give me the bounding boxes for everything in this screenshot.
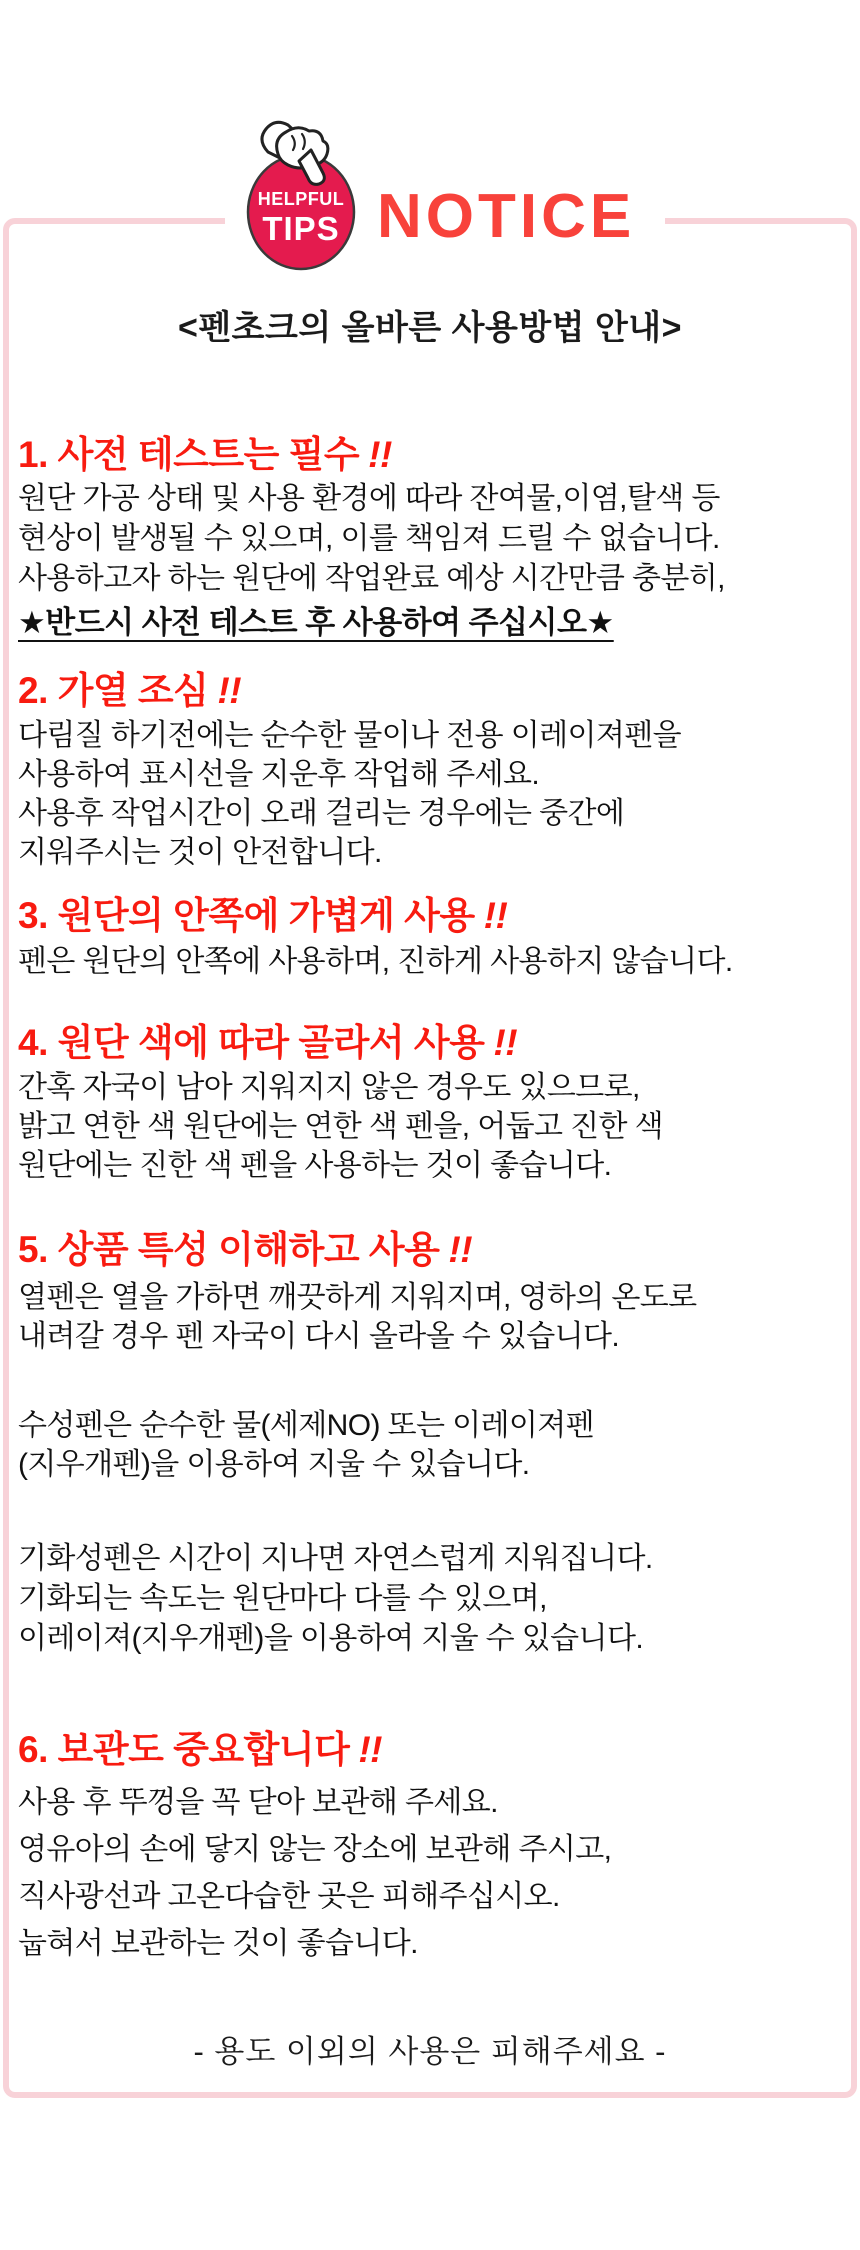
section-4-heading-text: 4. 원단 색에 따라 골라서 사용 xyxy=(18,1022,485,1063)
section-5 xyxy=(0,1230,860,1270)
exclamation-marks: !! xyxy=(448,1229,473,1270)
body-line: 밝고 연한 색 원단에는 연한 색 펜을, 어둡고 진한 색 xyxy=(18,1110,663,1143)
section-2-body xyxy=(0,716,860,872)
page-title: <펜초크의 올바른 사용방법 안내> xyxy=(177,309,683,347)
section-5-heading-text: 5. 상품 특성 이해하고 사용 xyxy=(18,1229,440,1270)
body-line: 기화성펜은 시간이 지나면 자연스럽게 지워집니다. xyxy=(18,1542,653,1575)
body-line: 내려갈 경우 펜 자국이 다시 올라올 수 있습니다. xyxy=(18,1320,620,1353)
body-line: 사용하여 표시선을 지운후 작업해 주세요. xyxy=(18,758,540,791)
section-6-heading xyxy=(18,1730,860,1770)
body-line: 펜은 원단의 안쪽에 사용하며, 진하게 사용하지 않습니다. xyxy=(18,945,733,978)
section-4 xyxy=(0,1023,860,1063)
body-line: 원단에는 진한 색 펜을 사용하는 것이 좋습니다. xyxy=(18,1149,612,1182)
section-2-heading-text: 2. 가열 조심 xyxy=(18,670,209,711)
exclamation-marks: !! xyxy=(217,670,242,711)
section-5-heading xyxy=(18,1230,860,1270)
exclamation-marks: !! xyxy=(493,1022,518,1063)
notice-title: NOTICE xyxy=(377,182,636,251)
section-2-heading xyxy=(18,671,860,711)
section-6-heading-text: 6. 보관도 중요합니다 xyxy=(18,1729,350,1770)
section-4-body xyxy=(0,1068,860,1185)
section-3 xyxy=(0,896,860,936)
body-line: 다림질 하기전에는 순수한 물이나 전용 이레이져펜을 xyxy=(18,719,682,752)
body-line: 영유아의 손에 닿지 않는 장소에 보관해 주시고, xyxy=(18,1833,612,1866)
body-line: 직사광선과 고온다습한 곳은 피해주십시오. xyxy=(18,1880,560,1913)
body-line: 사용하고자 하는 원단에 작업완료 예상 시간만큼 충분히, xyxy=(18,562,725,595)
section-1 xyxy=(0,435,860,475)
helpful-tips-badge-icon xyxy=(241,116,361,272)
body-line: 간혹 자국이 남아 지워지지 않은 경우도 있으므로, xyxy=(18,1071,640,1104)
body-line: 원단 가공 상태 및 사용 환경에 따라 잔여물,이염,탈색 등 xyxy=(18,482,720,515)
section-3-body xyxy=(0,942,860,981)
body-line: (지우개펜)을 이용하여 지울 수 있습니다. xyxy=(18,1448,530,1481)
section-1-heading-text: 1. 사전 테스트는 필수 xyxy=(18,434,360,475)
body-line: 사용후 작업시간이 오래 걸리는 경우에는 중간에 xyxy=(18,797,625,830)
section-3-heading-text: 3. 원단의 안쪽에 가볍게 사용 xyxy=(18,895,475,936)
header xyxy=(225,90,665,276)
exclamation-marks: !! xyxy=(483,895,508,936)
section-1-heading xyxy=(18,435,860,475)
section-4-heading xyxy=(18,1023,860,1063)
body-line: 눕혀서 보관하는 것이 좋습니다. xyxy=(18,1927,418,1960)
section-5-paragraph-3 xyxy=(0,1539,860,1659)
body-line: 사용 후 뚜껑을 꼭 닫아 보관해 주세요. xyxy=(18,1786,498,1819)
badge-top-label: HELPFUL xyxy=(257,189,345,209)
body-line: 수성펜은 순수한 물(세제NO) 또는 이레이져펜 xyxy=(18,1409,594,1442)
body-line: 현상이 발생될 수 있으며, 이를 책임져 드릴 수 없습니다. xyxy=(18,522,720,555)
body-line: 기화되는 속도는 원단마다 다를 수 있으며, xyxy=(18,1582,547,1615)
section-5-paragraph-1 xyxy=(0,1278,860,1356)
section-5-paragraph-2 xyxy=(0,1406,860,1484)
footer-note: - 용도 이외의 사용은 피해주세요 - xyxy=(193,2034,667,2069)
exclamation-marks: !! xyxy=(368,434,392,475)
emphasis-line: ★반드시 사전 테스트 후 사용하여 주십시오★ xyxy=(18,605,614,640)
section-6 xyxy=(0,1730,860,1770)
badge-bottom-label: TIPS xyxy=(262,210,340,247)
section-6-body xyxy=(0,1779,860,1967)
body-line: 지워주시는 것이 안전합니다. xyxy=(18,836,382,869)
section-1-body xyxy=(0,479,860,643)
section-3-heading xyxy=(18,896,860,936)
section-2 xyxy=(0,671,860,711)
exclamation-marks: !! xyxy=(358,1729,383,1770)
body-line: 이레이져(지우개펜)을 이용하여 지울 수 있습니다. xyxy=(18,1622,644,1655)
body-line: 열펜은 열을 가하면 깨끗하게 지워지며, 영하의 온도로 xyxy=(18,1281,697,1314)
